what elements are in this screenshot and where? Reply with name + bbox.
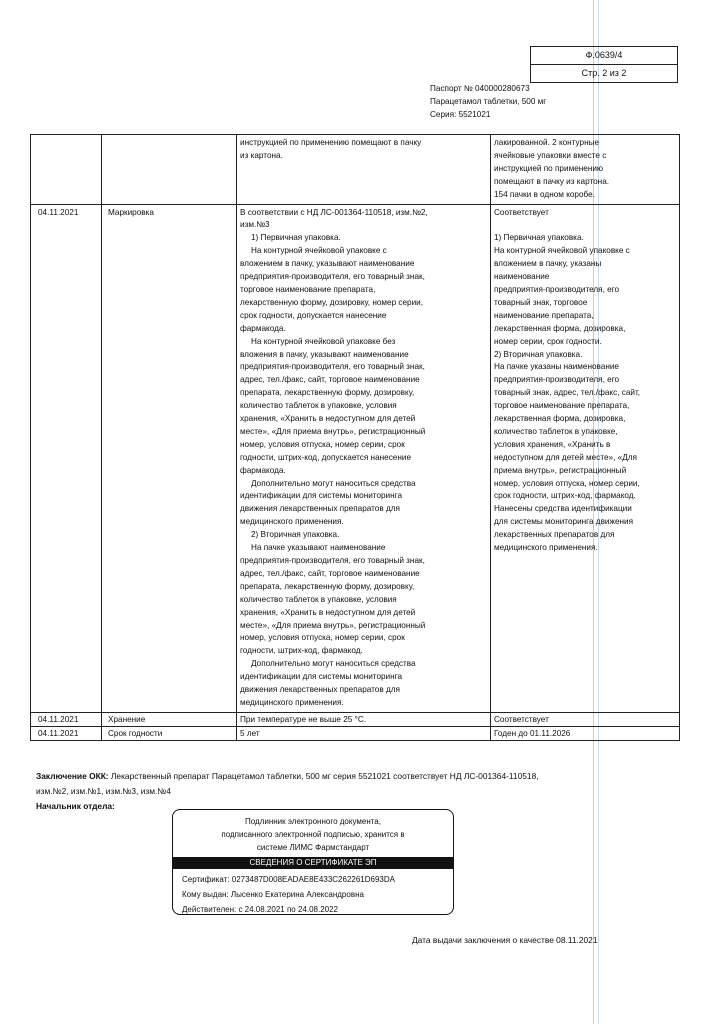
text-line: медицинского применения. (240, 697, 344, 707)
text-line: Дополнительно могут наноситься средства (251, 478, 416, 488)
conclusion-label: Заключение ОКК: (36, 771, 109, 781)
text-line: месте», «Для приема внутрь», регистрационный (240, 426, 426, 436)
text-line: ячейковые упаковки вместе с (494, 150, 607, 160)
table-row-shelf-life (31, 726, 680, 740)
text-line: условия хранения, «Хранить в (494, 439, 611, 449)
conclusion-line-1 (36, 769, 656, 784)
esign-certificate: Сертификат: 0273487D008EADAE8E433C262261D693DA (182, 875, 395, 884)
text-line: лекарственных препаратов для (494, 530, 615, 540)
text-line: 154 пачки в одном коробе. (494, 189, 595, 199)
text-line: количество таблеток в упаковке, условия (240, 401, 397, 411)
text-line: Дополнительно могут наноситься средства (251, 659, 416, 669)
text-line: лекарственная форма, дозировка, (494, 414, 626, 424)
text-line: вложения в пачку, указывают наименование (240, 349, 409, 359)
electronic-signature-stamp (172, 809, 454, 915)
text-line: месте», «Для приема внутрь», регистрационный (240, 620, 426, 630)
text-line: инструкцией по применению помещают в пачку (240, 138, 422, 147)
text-line: предприятия-производителя, его (494, 284, 620, 294)
text-line: На контурной ячейковой упаковке с (494, 246, 630, 256)
table-row-continuation (31, 135, 680, 205)
esign-issued-to: Кому выдан: Лысенко Екатерина Александровна (182, 890, 364, 899)
text-line: 2) Вторичная упаковка. (251, 530, 340, 540)
cell-name: Срок годности (102, 726, 237, 740)
passport-block (430, 82, 546, 121)
text-line: номер серии, срок годности. (494, 336, 602, 346)
text-line: идентификации для системы мониторинга (240, 491, 403, 501)
text-line: лекарственную форму, дозировку, номер серии, (240, 297, 424, 307)
text-line: медицинского применения. (240, 517, 344, 527)
text-line: На контурной ячейковой упаковке с (251, 246, 387, 256)
test-results-table (30, 134, 680, 741)
page-number: Стр. 2 из 2 (531, 64, 677, 82)
text-line: препарата, лекарственную форму, дозировку, (240, 388, 415, 398)
text-line: годности, штрих-код, допускается нанесение (240, 452, 412, 462)
conclusion-block (36, 769, 656, 814)
text-line: предприятия-производителя, его (494, 375, 620, 385)
text-line: годности, штрих-код, фармакод. (240, 646, 363, 656)
text-line: хранения, «Хранить в недоступном для детей (240, 607, 416, 617)
text-line: На контурной ячейковой упаковке без (251, 336, 396, 346)
text-line: инструкцией по применению (494, 163, 604, 173)
esign-line: Подлинник электронного документа, (245, 817, 381, 826)
text-line: препарата, лекарственную форму, дозировку, (240, 581, 415, 591)
text-line: номер, условия отпуска, номер серии, (494, 478, 640, 488)
passport-product: Парацетамол таблетки, 500 мг (430, 97, 547, 106)
text-line: идентификации для системы мониторинга (240, 672, 403, 682)
form-code-box (530, 46, 678, 83)
text-line: вложением в пачку, указаны (494, 259, 602, 269)
cell-requirement (237, 135, 491, 205)
text-line: 1) Первичная упаковка. (494, 233, 584, 243)
text-line: товарный знак, адрес, тел./факс, сайт, (494, 388, 641, 398)
passport-number: Паспорт № 040000280673 (430, 84, 530, 93)
form-code: Ф.0639/4 (585, 50, 623, 60)
table-row-marking (31, 204, 680, 712)
text-line: 2) Вторичная упаковка. (494, 349, 583, 359)
text-line: торговое наименование препарата, (494, 401, 630, 411)
text-line: приема внутрь», регистрационный (494, 465, 627, 475)
text-line: На пачке указывают наименование (251, 543, 386, 553)
text-line: фармакода. (240, 465, 286, 475)
esign-validity: Действителен: с 24.08.2021 по 24.08.2022 (182, 905, 338, 914)
text-line: наименование (494, 272, 550, 282)
text-line: количество таблеток в упаковке, условия (240, 594, 397, 604)
department-head-label: Начальник отдела: (36, 801, 115, 811)
cell-result (491, 135, 680, 205)
cell-date: 04.11.2021 (31, 712, 102, 726)
text-line: хранения, «Хранить в недоступном для детей (240, 414, 416, 424)
text-line: медицинского применения. (494, 543, 598, 553)
text-line: На пачке указаны наименование (494, 362, 619, 372)
text-line: предприятия-производителя, его товарный знак, (240, 556, 425, 565)
conclusion-text: Лекарственный препарат Парацетамол таблетки, 500 мг серия 5521021 соответствует НД ЛС-001364-110518, (108, 771, 539, 781)
text-line: помещают в пачку из картона. (494, 176, 610, 186)
esign-title-bar: СВЕДЕНИЯ О СЕРТИФИКАТЕ ЭП (173, 857, 453, 869)
text-line: движения лекарственных препаратов для (240, 685, 400, 695)
text-line: товарный знак, торговое (494, 297, 588, 307)
text-line: количество таблеток в упаковке, (494, 426, 618, 436)
text-line: Нанесены средства идентификации (494, 504, 632, 514)
cell-date: 04.11.2021 (31, 726, 102, 740)
cell-name (102, 135, 237, 205)
text-line: адрес, тел./факс, сайт, торговое наименование (240, 375, 420, 385)
text-line (494, 219, 676, 232)
cell-result: Годен до 01.11.2026 (491, 726, 680, 740)
text-line: торговое наименование препарата, (240, 284, 376, 294)
cell-date: 04.11.2021 (31, 204, 102, 712)
conclusion-line-2: изм.№2, изм.№1, изм.№3, изм.№4 (36, 786, 171, 796)
table-row-storage (31, 712, 680, 726)
text-line: срок годности, штрих-код, фармакод. (494, 491, 636, 501)
text-line: движения лекарственных препаратов для (240, 504, 400, 514)
cell-requirement (237, 204, 491, 712)
cell-requirement: 5 лет (237, 726, 491, 740)
text-line: вложением в пачку, указывают наименование (240, 259, 415, 269)
text-line: срок годности, допускается нанесение (240, 310, 387, 320)
passport-series: Серия: 5521021 (430, 110, 491, 119)
text-line: Соответствует (494, 207, 549, 217)
issue-date: Дата выдачи заключения о качестве 08.11.2021 (412, 935, 598, 945)
cell-result: Соответствует (491, 712, 680, 726)
esign-header (173, 815, 453, 854)
text-line: номер, условия отпуска, номер серии, срок (240, 439, 405, 449)
text-line: предприятия-производителя, его товарный знак, (240, 362, 425, 372)
cell-date (31, 135, 102, 205)
text-line: из картона. (240, 150, 283, 160)
text-line: лекарственная форма, дозировка, (494, 323, 626, 333)
text-line: изм.№3 (240, 220, 270, 230)
esign-line: подписанного электронной подписью, хранится в (221, 830, 405, 839)
text-line: для системы мониторинга движения (494, 517, 634, 527)
text-line: фармакода. (240, 323, 286, 333)
cell-name: Маркировка (102, 204, 237, 712)
cell-name: Хранение (102, 712, 237, 726)
text-line: предприятия-производителя, его товарный знак, (240, 272, 425, 282)
cell-requirement: При температуре не выше 25 °С. (237, 712, 491, 726)
text-line: 1) Первичная упаковка. (251, 233, 341, 243)
cell-result (491, 204, 680, 712)
text-line: номер, условия отпуска, номер серии, срок (240, 633, 405, 643)
text-line: недоступном для детей месте», «Для (494, 452, 637, 462)
text-line: лакированной. 2 контурные (494, 138, 600, 147)
esign-line: системе ЛИМС Фармстандарт (256, 843, 370, 852)
text-line: адрес, тел./факс, сайт, торговое наименование (240, 568, 420, 578)
text-line: наименование препарата, (494, 310, 594, 320)
text-line: В соответствии с НД ЛС-001364-110518, изм.№2, (240, 207, 428, 217)
